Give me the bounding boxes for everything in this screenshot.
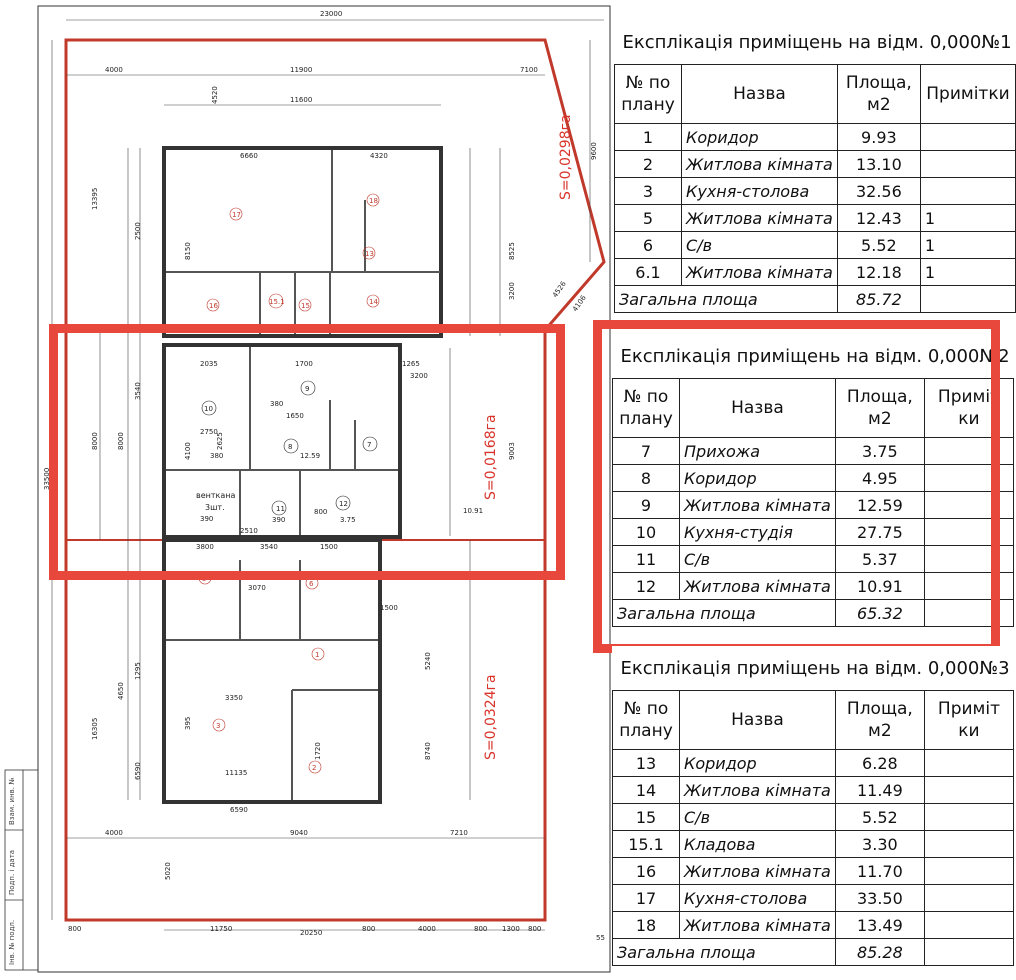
vent-count: 3шт. bbox=[205, 503, 225, 512]
cell-note bbox=[924, 885, 1013, 912]
table-row bbox=[615, 178, 1016, 205]
total-value: 65.32 bbox=[835, 600, 924, 627]
cell-area: 13.10 bbox=[837, 151, 920, 178]
building-walls bbox=[164, 148, 441, 802]
dim-4106: 4106 bbox=[571, 293, 588, 314]
site-area-2: S=0,0168га bbox=[483, 414, 499, 500]
dim-2500-b: 4100 bbox=[184, 442, 192, 460]
cell-name: Кухня-столова bbox=[680, 885, 836, 912]
table1-total-row bbox=[615, 286, 1016, 313]
cell-note bbox=[924, 858, 1013, 885]
cell-no: 3 bbox=[615, 178, 682, 205]
cell-name: Житлова кімната bbox=[682, 205, 838, 232]
room-5: 5 bbox=[202, 575, 207, 583]
room-11: 11 bbox=[276, 505, 285, 513]
room-18: 18 bbox=[369, 197, 378, 205]
cell-note bbox=[924, 912, 1013, 939]
room-10: 10 bbox=[204, 405, 213, 413]
dim-8740: 6590 bbox=[230, 806, 248, 814]
room-15-1: 15.1 bbox=[269, 298, 285, 306]
cell-no: 9 bbox=[613, 492, 680, 519]
dim-left-13395: 13395 bbox=[91, 187, 99, 210]
room-16: 16 bbox=[209, 302, 218, 310]
cell-name: С/в bbox=[682, 232, 838, 259]
site-area-1: S=0,0298га bbox=[558, 114, 574, 200]
dim-bottom-1: 4000 bbox=[105, 829, 123, 837]
dim-2890: 380 bbox=[210, 452, 224, 460]
vertical-dimension-labels bbox=[43, 86, 598, 880]
dim-bottom-3: 7210 bbox=[450, 829, 468, 837]
cell-name: Кухня-студія bbox=[680, 519, 836, 546]
table-row bbox=[613, 492, 1014, 519]
cell-no: 15.1 bbox=[613, 831, 680, 858]
cell-name: С/в bbox=[680, 546, 836, 573]
dim-2750: 3540 bbox=[134, 382, 142, 400]
cell-name: Житлова кімната bbox=[680, 492, 836, 519]
cell-no: 15 bbox=[613, 804, 680, 831]
cell-area: 12.18 bbox=[837, 259, 920, 286]
room-15: 15 bbox=[301, 302, 310, 310]
dim-bottom-total: 20250 bbox=[300, 929, 323, 937]
dim-11135: 4650 bbox=[117, 682, 125, 700]
cell-note bbox=[924, 804, 1013, 831]
cell-note bbox=[924, 573, 1013, 600]
cell-name: Житлова кімната bbox=[680, 777, 836, 804]
vent-labels bbox=[196, 491, 235, 512]
dim-bp-3: 800 bbox=[362, 925, 376, 933]
cell-no: 14 bbox=[613, 777, 680, 804]
table-row bbox=[613, 804, 1014, 831]
dim-bp-5: 800 bbox=[474, 925, 488, 933]
cell-no: 18 bbox=[613, 912, 680, 939]
cell-no: 6 bbox=[615, 232, 682, 259]
cell-area: 32.56 bbox=[837, 178, 920, 205]
dim-8150: 8150 bbox=[184, 242, 192, 260]
cell-name: Кладова bbox=[680, 831, 836, 858]
dim-4550: 1720 bbox=[314, 742, 322, 760]
cell-no: 6.1 bbox=[615, 259, 682, 286]
dim-1930: 3540 bbox=[260, 543, 278, 551]
dim-top-2: 11900 bbox=[290, 66, 313, 74]
table3-header-name: Назва bbox=[680, 691, 836, 750]
drawing-frame bbox=[38, 6, 610, 972]
dim-4526: 4526 bbox=[551, 279, 568, 300]
cell-no: 11 bbox=[613, 546, 680, 573]
dim-4430: 8740 bbox=[424, 742, 432, 760]
table-row bbox=[613, 777, 1014, 804]
dim-4320: 4320 bbox=[370, 152, 388, 160]
cell-note bbox=[924, 831, 1013, 858]
cell-no: 7 bbox=[613, 438, 680, 465]
room-17: 17 bbox=[232, 211, 241, 219]
cell-area: 3.75 bbox=[835, 438, 924, 465]
room-6: 6 bbox=[309, 580, 314, 588]
total-label: Загальна площа bbox=[613, 939, 836, 966]
cell-name: Житлова кімната bbox=[680, 573, 836, 600]
table3-title: Експлікація приміщень на відм. 0,000№3 bbox=[620, 657, 1010, 679]
dim-left-8000-b: 8000 bbox=[117, 432, 125, 450]
dim-bp-4: 4000 bbox=[418, 925, 436, 933]
dimension-lines bbox=[52, 20, 604, 930]
room-14: 14 bbox=[369, 298, 378, 306]
cell-note bbox=[924, 465, 1013, 492]
cell-area: 33.50 bbox=[835, 885, 924, 912]
table2-header-area: Площа, м2 bbox=[835, 379, 924, 438]
vent-label: венткана bbox=[196, 491, 236, 500]
dim-top-total: 23000 bbox=[320, 10, 343, 18]
cell-area: 27.75 bbox=[835, 519, 924, 546]
dim-right-9600: 9600 bbox=[590, 142, 598, 160]
cell-area: 5.37 bbox=[835, 546, 924, 573]
table2-total-row bbox=[613, 600, 1014, 627]
site-boundary bbox=[66, 40, 604, 920]
dim-bottom-2: 9040 bbox=[290, 829, 308, 837]
dim-2290: 6590 bbox=[134, 762, 142, 780]
cell-note bbox=[924, 750, 1013, 777]
cell-no: 10 bbox=[613, 519, 680, 546]
dim-3540: 390 bbox=[200, 515, 214, 523]
dim-right-9003: 9003 bbox=[508, 442, 516, 460]
dim-6660: 6660 bbox=[240, 152, 258, 160]
dim-1650-b: 3200 bbox=[508, 282, 516, 300]
dim-380: 1265 bbox=[402, 360, 420, 368]
table-row bbox=[613, 465, 1014, 492]
dim-bp-7: 800 bbox=[528, 925, 542, 933]
room-2: 2 bbox=[312, 764, 317, 772]
cell-name: Прихожа bbox=[680, 438, 836, 465]
table-row bbox=[615, 124, 1016, 151]
room-8: 8 bbox=[288, 443, 293, 451]
total-label: Загальна площа bbox=[615, 286, 838, 313]
dim-7750: 2625 bbox=[216, 432, 224, 450]
dim-5020: 5020 bbox=[164, 862, 172, 880]
table-row bbox=[613, 885, 1014, 912]
dim-1360: 1500 bbox=[380, 604, 398, 612]
total-value: 85.72 bbox=[837, 286, 920, 313]
table1-header-no: № по плану bbox=[615, 65, 682, 124]
dim-2400: 5240 bbox=[424, 652, 432, 670]
table-row bbox=[615, 151, 1016, 178]
dim-left-total: 33500 bbox=[43, 467, 51, 490]
cell-area: 11.70 bbox=[835, 858, 924, 885]
table3-header-no: № по плану bbox=[613, 691, 680, 750]
table-row bbox=[615, 232, 1016, 259]
cell-note bbox=[920, 124, 1015, 151]
table2-header-notes: Приміт ки bbox=[924, 379, 1013, 438]
cell-area: 10.91 bbox=[835, 573, 924, 600]
cell-note: 1 bbox=[920, 259, 1015, 286]
cell-area: 4.95 bbox=[835, 465, 924, 492]
dim-5240-a: 3350 bbox=[225, 694, 243, 702]
stamp-text-2: Подп. і дата bbox=[8, 849, 16, 895]
table-row bbox=[613, 750, 1014, 777]
cell-name: Коридор bbox=[680, 750, 836, 777]
cell-no: 2 bbox=[615, 151, 682, 178]
cell-note bbox=[924, 492, 1013, 519]
dim-4100: 1700 bbox=[295, 360, 313, 368]
table-row bbox=[613, 438, 1014, 465]
cell-area: 13.49 bbox=[835, 912, 924, 939]
dim-top-1: 4000 bbox=[105, 66, 123, 74]
dim-3800: 3.75 bbox=[340, 516, 356, 524]
stamp-text-1: Взам. инв. № bbox=[8, 777, 16, 825]
cell-no: 16 bbox=[613, 858, 680, 885]
dim-2500: 2500 bbox=[134, 222, 142, 240]
area-8: 12.59 bbox=[300, 452, 321, 460]
table2-header-no: № по плану bbox=[613, 379, 680, 438]
cell-note bbox=[920, 178, 1015, 205]
area-10: 2750 bbox=[200, 428, 218, 436]
dim-6590: 395 bbox=[184, 716, 192, 730]
dim-right-8525: 8525 bbox=[508, 242, 516, 260]
total-label: Загальна площа bbox=[613, 600, 836, 627]
site-area-3: S=0,0324га bbox=[483, 674, 499, 760]
dim-1650: 3200 bbox=[410, 372, 428, 380]
table-row bbox=[615, 205, 1016, 232]
cell-area: 5.52 bbox=[835, 804, 924, 831]
total-value: 85.28 bbox=[835, 939, 924, 966]
table1-header-area: Площа, м2 bbox=[837, 65, 920, 124]
dim-1870: 390 bbox=[272, 516, 286, 524]
table3-total-row bbox=[613, 939, 1014, 966]
room-3: 3 bbox=[216, 722, 221, 730]
dim-3070: 3800 bbox=[196, 543, 214, 551]
site-area-labels bbox=[483, 114, 574, 760]
room-1: 1 bbox=[315, 651, 320, 659]
dim-800: 3070 bbox=[248, 584, 266, 592]
table-row bbox=[613, 831, 1014, 858]
cell-note: 1 bbox=[920, 205, 1015, 232]
cell-no: 5 bbox=[615, 205, 682, 232]
cell-area: 5.52 bbox=[837, 232, 920, 259]
cell-note: 1 bbox=[920, 232, 1015, 259]
table-row bbox=[613, 912, 1014, 939]
dim-5240-b: 11135 bbox=[225, 769, 248, 777]
cell-no: 8 bbox=[613, 465, 680, 492]
dim-bp-1: 800 bbox=[68, 925, 82, 933]
room-markers bbox=[199, 194, 379, 773]
dim-6000: 10.91 bbox=[463, 507, 484, 515]
cell-note bbox=[924, 777, 1013, 804]
explication-table-3 bbox=[612, 646, 1014, 966]
dim-inner-top: 11600 bbox=[290, 96, 313, 104]
dim-corner: 55 bbox=[596, 934, 605, 942]
table2-header-name: Назва bbox=[680, 379, 836, 438]
cell-note bbox=[920, 151, 1015, 178]
dim-2210: 380 bbox=[270, 400, 284, 408]
cell-note bbox=[924, 438, 1013, 465]
table-row bbox=[613, 573, 1014, 600]
cell-name: С/в bbox=[680, 804, 836, 831]
table1-header-name: Назва bbox=[682, 65, 838, 124]
table-row bbox=[615, 259, 1016, 286]
dim-4520: 4520 bbox=[211, 86, 219, 104]
dim-left-16305: 16305 bbox=[91, 717, 99, 740]
table1-header-notes: Примітки bbox=[920, 65, 1015, 124]
cell-name: Житлова кімната bbox=[680, 912, 836, 939]
cell-name: Житлова кімната bbox=[682, 259, 838, 286]
cell-area: 12.59 bbox=[835, 492, 924, 519]
cell-area: 3.30 bbox=[835, 831, 924, 858]
cell-name: Житлова кімната bbox=[680, 858, 836, 885]
area-11: 2510 bbox=[240, 527, 258, 535]
cell-name: Коридор bbox=[682, 124, 838, 151]
room-13: 13 bbox=[365, 250, 374, 258]
area-9: 1650 bbox=[286, 412, 304, 420]
table-row bbox=[613, 858, 1014, 885]
room-7: 7 bbox=[367, 441, 372, 449]
cell-no: 1 bbox=[615, 124, 682, 151]
room-12: 12 bbox=[339, 500, 348, 508]
cell-no: 13 bbox=[613, 750, 680, 777]
dim-bp-6: 1300 bbox=[502, 925, 520, 933]
table2-title: Експлікація приміщень на відм. 0,000№2 bbox=[620, 345, 1010, 367]
dim-3540-top: 2035 bbox=[200, 360, 218, 368]
table-row bbox=[613, 546, 1014, 573]
dim-left-8000: 8000 bbox=[91, 432, 99, 450]
table3-header-notes: Приміт ки bbox=[924, 691, 1013, 750]
cell-name: Коридор bbox=[680, 465, 836, 492]
area-12: 800 bbox=[314, 508, 328, 516]
cell-name: Кухня-столова bbox=[682, 178, 838, 205]
dim-3350: 1295 bbox=[134, 662, 142, 680]
stamp-text-3: Інв. № подл. bbox=[8, 919, 16, 965]
room-9: 9 bbox=[305, 385, 310, 393]
table1-title: Експлікація приміщень на відм. 0,000№1 bbox=[622, 31, 1012, 53]
table3-header-area: Площа, м2 bbox=[835, 691, 924, 750]
dim-bp-2: 11750 bbox=[210, 925, 233, 933]
cell-area: 12.43 bbox=[837, 205, 920, 232]
dim-top-3: 7100 bbox=[520, 66, 538, 74]
cell-area: 6.28 bbox=[835, 750, 924, 777]
cell-note bbox=[924, 519, 1013, 546]
explication-table-2 bbox=[612, 334, 1014, 627]
cell-name: Житлова кімната bbox=[682, 151, 838, 178]
cell-area: 9.93 bbox=[837, 124, 920, 151]
cell-no: 12 bbox=[613, 573, 680, 600]
cell-area: 11.49 bbox=[835, 777, 924, 804]
table-row bbox=[613, 519, 1014, 546]
cell-note bbox=[924, 546, 1013, 573]
cell-no: 17 bbox=[613, 885, 680, 912]
explication-table-1 bbox=[614, 20, 1016, 313]
dim-3000: 1500 bbox=[320, 543, 338, 551]
